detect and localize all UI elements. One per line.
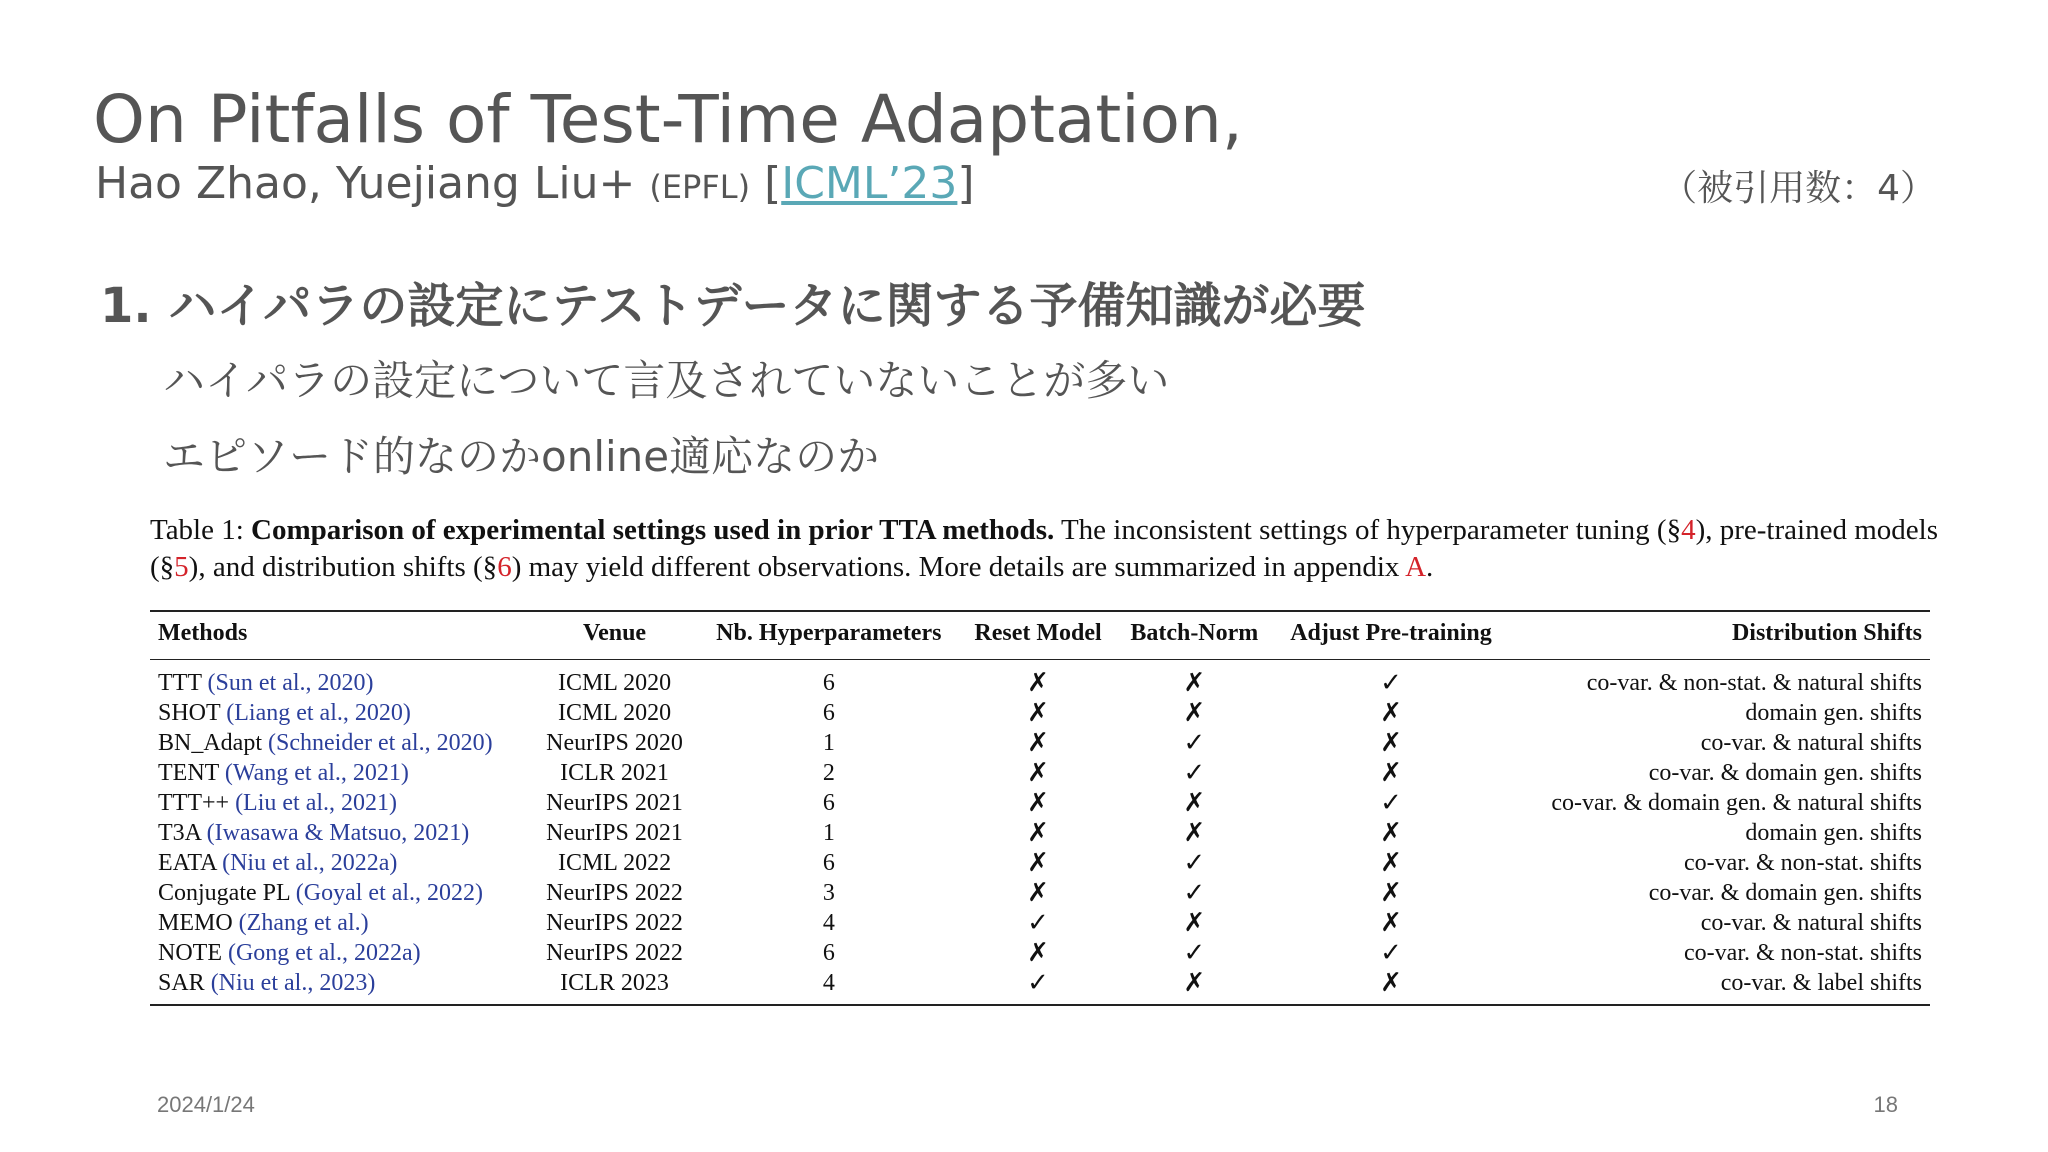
cell-venue: NeurIPS 2020: [546, 730, 683, 756]
cell-reset-model: ✗: [1027, 668, 1049, 698]
cell-distribution-shifts: co-var. & non-stat. shifts: [1684, 850, 1922, 876]
cell-reset-model: ✗: [1027, 938, 1049, 968]
cell-batch-norm: ✗: [1183, 668, 1206, 698]
cell-venue: ICLR 2021: [560, 760, 669, 786]
cell-nb-hyperparameters: 2: [822, 760, 835, 786]
cell-distribution-shifts: co-var. & non-stat. shifts: [1684, 940, 1922, 966]
cell-distribution-shifts: co-var. & label shifts: [1509, 968, 1930, 1005]
method-citation[interactable]: (Gong et al., 2022a): [227, 940, 421, 966]
method-citation[interactable]: (Iwasawa & Matsuo, 2021): [206, 820, 470, 846]
caption-label: Table 1:: [150, 514, 244, 546]
cell-distribution-shifts: co-var. & natural shifts: [1700, 730, 1922, 756]
method-name: T3A: [158, 820, 201, 846]
cell-batch-norm: ✓: [1183, 848, 1206, 878]
cell-venue: ICLR 2023: [531, 968, 697, 1005]
table-row: [150, 788, 1930, 818]
cell-nb-hyperparameters: 1: [822, 730, 835, 756]
cell-adjust-pretraining: ✗: [1380, 698, 1402, 728]
slide-date: 2024/1/24: [157, 1092, 255, 1117]
cell-reset-model: ✗: [1027, 728, 1049, 758]
cell-adjust-pretraining: ✗: [1380, 908, 1402, 938]
cell-reset-model: ✓: [960, 968, 1116, 1005]
cell-method: [150, 878, 531, 908]
cell-venue: NeurIPS 2021: [546, 820, 683, 846]
bullet-item: ハイパラの設定について言及されていないことが多い: [163, 356, 1170, 405]
cell-adjust-pretraining: ✗: [1380, 758, 1402, 788]
method-name: Conjugate PL: [158, 880, 290, 906]
cell-batch-norm: ✗: [1116, 968, 1273, 1005]
cell-venue: NeurIPS 2021: [546, 790, 683, 816]
header-nb-hyperparameters: Nb. Hyperparameters: [698, 611, 961, 660]
header-adjust-pretraining: Adjust Pre-training: [1273, 611, 1510, 660]
cell-reset-model: ✗: [1027, 698, 1049, 728]
cell-distribution-shifts: co-var. & non-stat. & natural shifts: [1586, 670, 1922, 696]
cell-method: [150, 788, 531, 818]
cell-nb-hyperparameters: 6: [822, 850, 835, 876]
table-row: [150, 660, 1930, 699]
affiliation: (EPFL): [649, 168, 751, 206]
cell-venue: ICML 2020: [557, 700, 672, 726]
table-row: [150, 698, 1930, 728]
venue-link[interactable]: ICML’23: [781, 158, 958, 209]
table-row: [150, 908, 1930, 938]
cell-batch-norm: ✗: [1183, 818, 1206, 848]
method-name: EATA: [158, 850, 217, 876]
section-ref[interactable]: 4: [1681, 514, 1696, 546]
cell-venue: NeurIPS 2022: [546, 910, 683, 936]
cell-distribution-shifts: co-var. & domain gen. shifts: [1648, 880, 1922, 906]
table-caption: [150, 512, 1950, 586]
method-citation[interactable]: (Liu et al., 2021): [235, 790, 398, 816]
table-row: [150, 728, 1930, 758]
header-venue: Venue: [531, 611, 697, 660]
appendix-ref[interactable]: A: [1405, 551, 1427, 583]
cell-nb-hyperparameters: 3: [822, 880, 835, 906]
cell-method: [150, 758, 531, 788]
cell-reset-model: ✗: [1027, 818, 1049, 848]
method-citation[interactable]: (Niu et al., 2022a): [222, 850, 398, 876]
table-row: [150, 758, 1930, 788]
cell-batch-norm: ✓: [1183, 728, 1206, 758]
cell-reset-model: ✗: [1027, 848, 1049, 878]
page-number: 18: [1873, 1092, 1898, 1117]
cell-method: [150, 660, 531, 699]
cell-adjust-pretraining: ✗: [1273, 968, 1510, 1005]
cell-distribution-shifts: co-var. & domain gen. & natural shifts: [1551, 790, 1922, 816]
cell-venue: ICML 2020: [557, 670, 672, 696]
cell-nb-hyperparameters: 6: [822, 700, 835, 726]
author-line: [95, 158, 975, 211]
cell-adjust-pretraining: ✗: [1380, 728, 1402, 758]
cell-distribution-shifts: domain gen. shifts: [1745, 700, 1922, 726]
cell-nb-hyperparameters: 4: [822, 910, 835, 936]
cell-batch-norm: ✗: [1183, 908, 1206, 938]
caption-text: ), and distribution shifts (§: [188, 551, 498, 583]
cell-venue: NeurIPS 2022: [546, 940, 683, 966]
cell-adjust-pretraining: ✓: [1380, 668, 1402, 698]
cell-nb-hyperparameters: 6: [822, 670, 835, 696]
authors: Hao Zhao, Yuejiang Liu+: [95, 158, 636, 209]
cell-nb-hyperparameters: 6: [822, 940, 835, 966]
cell-method: [150, 728, 531, 758]
cell-method: [150, 938, 531, 968]
method-name: TENT: [158, 760, 219, 786]
table-figure: [150, 512, 1945, 1006]
method-citation[interactable]: (Sun et al., 2020): [207, 670, 374, 696]
caption-bold: Comparison of experimental settings used in prior TTA methods.: [251, 514, 1055, 546]
method-name: SAR: [158, 970, 205, 996]
caption-text: ), pre-trained models (§: [150, 514, 1938, 583]
comparison-table: [150, 610, 1930, 1006]
slide-title: On Pitfalls of Test-Time Adaptation,: [93, 81, 1243, 158]
method-name: MEMO: [158, 910, 233, 936]
cell-reset-model: ✗: [1027, 788, 1049, 818]
method-name: BN_Adapt: [158, 730, 262, 756]
header-distribution-shifts: Distribution Shifts: [1509, 611, 1930, 660]
cell-batch-norm: ✓: [1183, 878, 1206, 908]
table-row: [150, 818, 1930, 848]
cell-adjust-pretraining: ✗: [1380, 818, 1402, 848]
cell-method: [150, 818, 531, 848]
header-methods: Methods: [150, 611, 531, 660]
cell-method: [150, 908, 531, 938]
table-body: [150, 660, 1930, 1006]
cell-adjust-pretraining: ✓: [1380, 938, 1402, 968]
cell-reset-model: ✓: [1027, 908, 1049, 938]
method-citation[interactable]: (Wang et al., 2021): [224, 760, 409, 786]
cell-distribution-shifts: co-var. & natural shifts: [1700, 910, 1922, 936]
cell-nb-hyperparameters: 4: [698, 968, 961, 1005]
method-citation[interactable]: (Schneider et al., 2020): [268, 730, 493, 756]
cell-method: [150, 968, 531, 1005]
table-row: [150, 968, 1930, 1005]
cell-batch-norm: ✓: [1183, 938, 1206, 968]
header-reset-model: Reset Model: [960, 611, 1116, 660]
cell-adjust-pretraining: ✗: [1380, 878, 1402, 908]
cell-distribution-shifts: domain gen. shifts: [1745, 820, 1922, 846]
method-citation[interactable]: (Zhang et al.): [238, 910, 369, 936]
method-citation[interactable]: (Goyal et al., 2022): [295, 880, 484, 906]
venue-bracket-close: ]: [957, 158, 975, 209]
cell-batch-norm: ✗: [1183, 698, 1206, 728]
cell-nb-hyperparameters: 6: [822, 790, 835, 816]
method-name: SHOT: [158, 700, 221, 726]
method-name: TTT: [158, 670, 202, 696]
cell-reset-model: ✗: [1027, 878, 1049, 908]
cell-adjust-pretraining: ✓: [1380, 788, 1402, 818]
cell-batch-norm: ✓: [1183, 758, 1206, 788]
caption-text: .: [1426, 551, 1434, 583]
venue-bracket-open: [: [764, 158, 782, 209]
table-header-row: [150, 611, 1930, 660]
cell-venue: NeurIPS 2022: [546, 880, 683, 906]
header-batch-norm: Batch-Norm: [1116, 611, 1273, 660]
cell-batch-norm: ✗: [1183, 788, 1206, 818]
method-name: TTT++: [158, 790, 230, 816]
section-ref[interactable]: 5: [174, 551, 189, 583]
table-row: [150, 848, 1930, 878]
cell-nb-hyperparameters: 1: [822, 820, 835, 846]
method-name: NOTE: [158, 940, 222, 966]
table-row: [150, 938, 1930, 968]
caption-text: ) may yield different observations. More details are summarized in appendix: [511, 551, 1400, 583]
section-ref[interactable]: 6: [497, 551, 512, 583]
bullet-item: エピソード的なのかonline適応なのか: [163, 432, 880, 481]
method-citation[interactable]: (Liang et al., 2020): [226, 700, 411, 726]
cell-distribution-shifts: co-var. & domain gen. shifts: [1648, 760, 1922, 786]
cell-reset-model: ✗: [1027, 758, 1049, 788]
citation-count: （被引用数：4）: [1661, 168, 1936, 209]
cell-method: [150, 848, 531, 878]
caption-text: The inconsistent settings of hyperparameter tuning (§: [1060, 514, 1682, 546]
cell-method: [150, 698, 531, 728]
table-row: [150, 878, 1930, 908]
section-heading: 1. ハイパラの設定にテストデータに関する予備知識が必要: [100, 278, 1366, 334]
cell-adjust-pretraining: ✗: [1380, 848, 1402, 878]
cell-venue: ICML 2022: [557, 850, 672, 876]
method-citation[interactable]: (Niu et al., 2023): [210, 970, 376, 996]
